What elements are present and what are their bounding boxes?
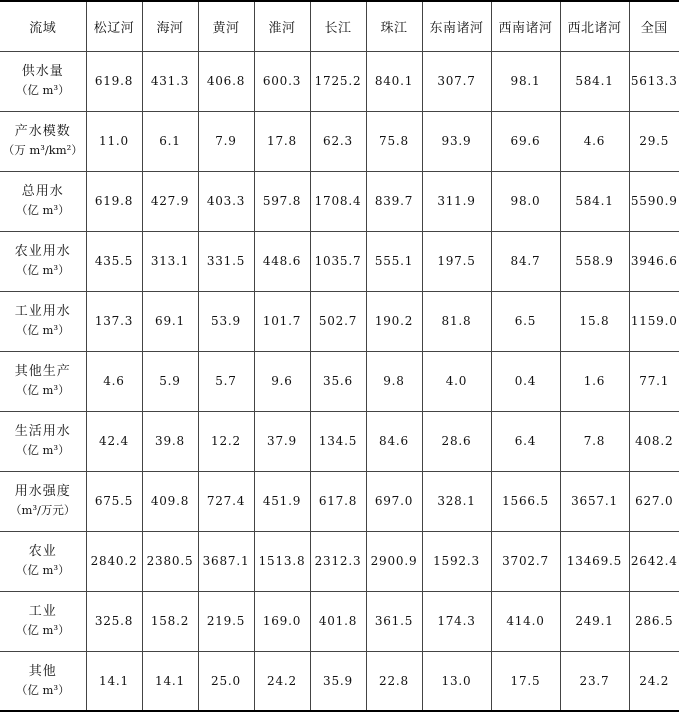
- table-cell: 190.2: [366, 291, 422, 351]
- table-cell: 403.3: [198, 171, 254, 231]
- table-cell: 84.7: [491, 231, 560, 291]
- table-cell: 13469.5: [560, 531, 629, 591]
- row-label: 产水模数: [14, 124, 71, 139]
- row-header: [0, 531, 86, 591]
- table-cell: 69.1: [142, 291, 198, 351]
- table-cell: 3657.1: [560, 471, 629, 531]
- row-header: [0, 471, 86, 531]
- header-songliao: 松辽河: [86, 1, 142, 51]
- row-header: [0, 111, 86, 171]
- row-unit: （万 m³/km²）: [2, 143, 83, 157]
- table-cell: 14.1: [142, 651, 198, 711]
- header-zhujiang: 珠江: [366, 1, 422, 51]
- table-cell: 555.1: [366, 231, 422, 291]
- table-row-other: [0, 651, 679, 711]
- table-cell: 325.8: [86, 591, 142, 651]
- table-cell: 4.6: [86, 351, 142, 411]
- table-cell: 627.0: [629, 471, 679, 531]
- row-unit: （m³/万元）: [10, 503, 76, 517]
- row-label: 农业用水: [14, 244, 71, 259]
- table-cell: 137.3: [86, 291, 142, 351]
- row-unit: （亿 m³）: [15, 682, 70, 697]
- table-cell: 427.9: [142, 171, 198, 231]
- table-cell: 35.9: [310, 651, 366, 711]
- row-unit: （亿 m³）: [15, 383, 70, 397]
- table-cell: 9.6: [254, 351, 310, 411]
- table-cell: 35.6: [310, 351, 366, 411]
- table-cell: 53.9: [198, 291, 254, 351]
- table-cell: 158.2: [142, 591, 198, 651]
- table-cell: 313.1: [142, 231, 198, 291]
- table-cell: 15.8: [560, 291, 629, 351]
- table-cell: 62.3: [310, 111, 366, 171]
- table-cell: 448.6: [254, 231, 310, 291]
- table-cell: 617.8: [310, 471, 366, 531]
- table-cell: 3702.7: [491, 531, 560, 591]
- table-cell: 98.1: [491, 51, 560, 111]
- table-cell: 697.0: [366, 471, 422, 531]
- table-cell: 6.1: [142, 111, 198, 171]
- table-cell: 414.0: [491, 591, 560, 651]
- table-row-agricultural-water-use: [0, 231, 679, 291]
- header-haihe: 海河: [142, 1, 198, 51]
- table-cell: 451.9: [254, 471, 310, 531]
- table-row-industrial-water-use: [0, 291, 679, 351]
- row-unit: （亿 m³）: [15, 563, 70, 577]
- table-row-runoff-modulus: [0, 111, 679, 171]
- table-cell: 5.7: [198, 351, 254, 411]
- header-row: [0, 1, 679, 51]
- table-cell: 408.2: [629, 411, 679, 471]
- header-southwest-rivers: 西南诸河: [491, 1, 560, 51]
- table-cell: 5613.3: [629, 51, 679, 111]
- table-cell: 2380.5: [142, 531, 198, 591]
- table-cell: 406.8: [198, 51, 254, 111]
- row-header: [0, 591, 86, 651]
- table-cell: 584.1: [560, 171, 629, 231]
- table-cell: 219.5: [198, 591, 254, 651]
- row-header: [0, 171, 86, 231]
- table-cell: 431.3: [142, 51, 198, 111]
- header-huanghe: 黄河: [198, 1, 254, 51]
- table-cell: 5.9: [142, 351, 198, 411]
- table-cell: 42.4: [86, 411, 142, 471]
- table-cell: 14.1: [86, 651, 142, 711]
- row-label: 生活用水: [14, 424, 71, 439]
- table-cell: 9.8: [366, 351, 422, 411]
- table-cell: 169.0: [254, 591, 310, 651]
- row-header: [0, 411, 86, 471]
- table-cell: 328.1: [422, 471, 491, 531]
- table-cell: 11.0: [86, 111, 142, 171]
- table-cell: 3687.1: [198, 531, 254, 591]
- row-header: [0, 51, 86, 111]
- table-cell: 2840.2: [86, 531, 142, 591]
- row-label: 供水量: [21, 64, 64, 79]
- header-huaihe: 淮河: [254, 1, 310, 51]
- table-row-industry: [0, 591, 679, 651]
- table-cell: 3946.6: [629, 231, 679, 291]
- table-cell: 39.8: [142, 411, 198, 471]
- table-cell: 22.8: [366, 651, 422, 711]
- table-cell: 839.7: [366, 171, 422, 231]
- table-cell: 584.1: [560, 51, 629, 111]
- row-header: [0, 291, 86, 351]
- table-cell: 840.1: [366, 51, 422, 111]
- table-cell: 401.8: [310, 591, 366, 651]
- row-header: [0, 231, 86, 291]
- row-label: 总用水: [21, 184, 64, 199]
- table-cell: 29.5: [629, 111, 679, 171]
- row-label: 工业: [28, 604, 57, 619]
- table-cell: 1725.2: [310, 51, 366, 111]
- table-cell: 600.3: [254, 51, 310, 111]
- table-cell: 13.0: [422, 651, 491, 711]
- row-unit: （亿 m³）: [15, 443, 70, 457]
- table-cell: 619.8: [86, 51, 142, 111]
- table-cell: 5590.9: [629, 171, 679, 231]
- header-northwest-rivers: 西北诸河: [560, 1, 629, 51]
- table-cell: 1592.3: [422, 531, 491, 591]
- table-cell: 0.4: [491, 351, 560, 411]
- table-row-total-water-use: [0, 171, 679, 231]
- row-label: 用水强度: [14, 484, 71, 499]
- table-cell: 558.9: [560, 231, 629, 291]
- row-header: [0, 351, 86, 411]
- table-cell: 727.4: [198, 471, 254, 531]
- table-cell: 23.7: [560, 651, 629, 711]
- table-cell: 1035.7: [310, 231, 366, 291]
- table-row-agriculture: [0, 531, 679, 591]
- header-basin: 流域: [0, 1, 86, 51]
- table-cell: 1.6: [560, 351, 629, 411]
- row-label: 其他: [28, 663, 57, 679]
- table-cell: 249.1: [560, 591, 629, 651]
- table-cell: 28.6: [422, 411, 491, 471]
- row-unit: （亿 m³）: [15, 263, 70, 277]
- table-cell: 435.5: [86, 231, 142, 291]
- row-unit: （亿 m³）: [15, 623, 70, 637]
- table-cell: 101.7: [254, 291, 310, 351]
- table-cell: 361.5: [366, 591, 422, 651]
- table-cell: 24.2: [629, 651, 679, 711]
- table-cell: 4.6: [560, 111, 629, 171]
- table-cell: 98.0: [491, 171, 560, 231]
- row-unit: （亿 m³）: [15, 203, 70, 217]
- table-row-domestic-water-use: [0, 411, 679, 471]
- table-cell: 174.3: [422, 591, 491, 651]
- table-row-water-supply: [0, 51, 679, 111]
- table-cell: 4.0: [422, 351, 491, 411]
- row-label: 农业: [28, 544, 57, 559]
- table-cell: 1566.5: [491, 471, 560, 531]
- table-cell: 17.5: [491, 651, 560, 711]
- table-cell: 6.4: [491, 411, 560, 471]
- row-unit: （亿 m³）: [15, 323, 70, 337]
- table-cell: 2312.3: [310, 531, 366, 591]
- row-label: 其他生产: [14, 364, 71, 379]
- table-cell: 17.8: [254, 111, 310, 171]
- table-cell: 81.8: [422, 291, 491, 351]
- table-cell: 7.9: [198, 111, 254, 171]
- table-cell: 2642.4: [629, 531, 679, 591]
- table-cell: 331.5: [198, 231, 254, 291]
- table-cell: 69.6: [491, 111, 560, 171]
- row-unit: （亿 m³）: [15, 83, 70, 97]
- table-cell: 84.6: [366, 411, 422, 471]
- table-cell: 75.8: [366, 111, 422, 171]
- table-cell: 311.9: [422, 171, 491, 231]
- table-cell: 7.8: [560, 411, 629, 471]
- table-cell: 307.7: [422, 51, 491, 111]
- table-cell: 619.8: [86, 171, 142, 231]
- table-row-water-use-intensity: [0, 471, 679, 531]
- header-changjiang: 长江: [310, 1, 366, 51]
- table-cell: 134.5: [310, 411, 366, 471]
- table-cell: 12.2: [198, 411, 254, 471]
- table-cell: 93.9: [422, 111, 491, 171]
- table-cell: 1513.8: [254, 531, 310, 591]
- table-cell: 6.5: [491, 291, 560, 351]
- table-cell: 597.8: [254, 171, 310, 231]
- table-cell: 1708.4: [310, 171, 366, 231]
- row-label: 工业用水: [14, 304, 71, 319]
- header-southeast-rivers: 东南诸河: [422, 1, 491, 51]
- table-cell: 409.8: [142, 471, 198, 531]
- table-cell: 24.2: [254, 651, 310, 711]
- table-cell: 2900.9: [366, 531, 422, 591]
- row-header: [0, 651, 86, 711]
- table-row-other-production: [0, 351, 679, 411]
- table-cell: 1159.0: [629, 291, 679, 351]
- table-cell: 25.0: [198, 651, 254, 711]
- table-cell: 197.5: [422, 231, 491, 291]
- table-cell: 502.7: [310, 291, 366, 351]
- table-cell: 286.5: [629, 591, 679, 651]
- table-cell: 37.9: [254, 411, 310, 471]
- table-cell: 77.1: [629, 351, 679, 411]
- header-national: 全国: [629, 1, 679, 51]
- table-cell: 675.5: [86, 471, 142, 531]
